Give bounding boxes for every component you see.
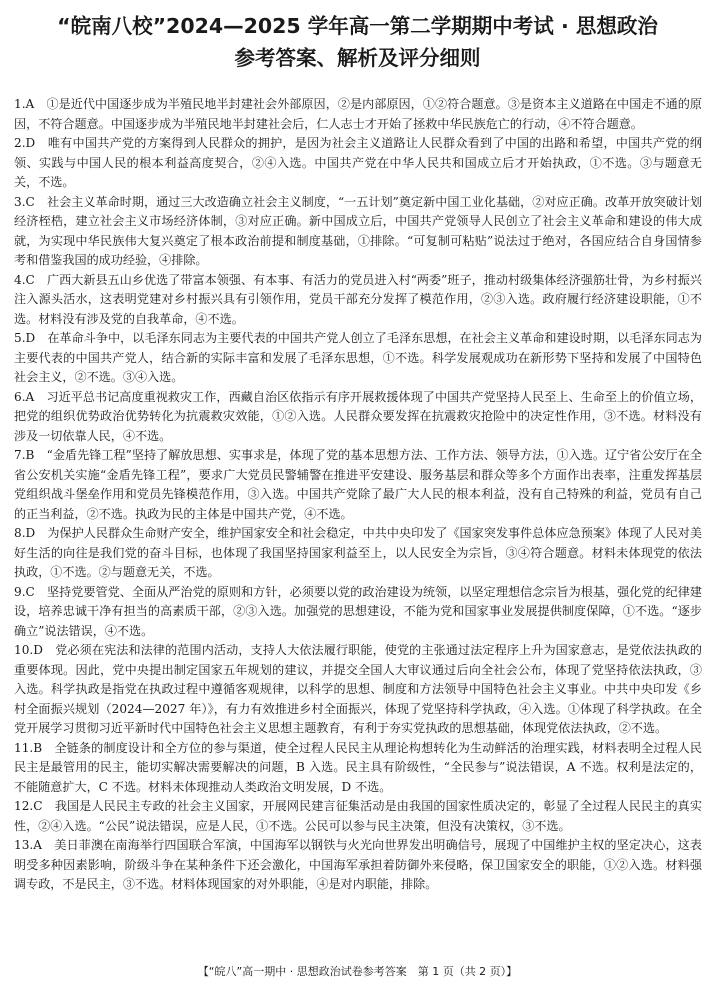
answer-item-13: 13.A 美日菲澳在南海举行四国联合军演，中国海军以钢铁与火光向世界发出明确信号，展现了中国维护主权的坚定决心，这表明受多种因素影响，阶级斗争在某种条件下还会激化，中国海军承担着防御外来侵略，保卫国家安全的职能，①②入选。材料强调专政，不是民主，③不选。材料体现国家的对外职能，④是对内职能，排除。 [14,838,702,891]
answer-item-12: 12.C 我国是人民民主专政的社会主义国家，开展网民建言征集活动是由我国的国家性质决定的，彰显了全过程人民民主的真实性，②④入选。“公民”说法错误，应是人民，①不选。公民可以参与民主决策，但没有决策权，③不选。 [14,799,702,833]
page-subtitle: 参考答案、解析及评分细则 [234,46,481,70]
page-footer: 【“皖八”高一期中 · 思想政治试卷参考答案 第 1 页（共 2 页）】 [197,965,518,978]
answer-item-7: 7.B “金盾先锋工程”坚持了解放思想、实事求是，体现了党的基本思想方法、工作方法、领导方法，①入选。辽宁省公安厅在全省公安机关实施“金盾先锋工程”，要求广大党员民警辅警在推进平安建设、服务基层和群众等多个方面作出表率，注重发挥基层党组织战斗堡垒作用和党员先锋模范作用，③入选。中国共产党除了最广大人民的根本利益，没有自己特殊的利益，党员有自己的正当利益，②不选。执政为民的主体是中国共产党，④不选。 [14,448,702,521]
answer-item-10: 10.D 党必须在宪法和法律的范围内活动，支持人大依法履行职能，使党的主张通过法定程序上升为国家意志，是党依法执政的重要体现。因此，党中央提出制定国家五年规划的建议，并提交全国人大审议通过后向全社会公布，体现了党坚持依法执政，③入选。科学执政是指党在执政过程中遵循客观规律，以科学的思想、制度和方法领导中国特色社会主义事业。中共中央印发《乡村全面振兴规划（2024—2027 年）》，有力有效推进乡村全面振兴，体现了党坚持科学执政，④入选。①体现了科学执政。在全党开展学习贯彻习近平新时代中国特色社会主义思想主题教育，有利于夯实党执政的思想基础，体现党依法执政，②不选。 [14,643,702,735]
answer-item-8: 8.D 为保护人民群众生命财产安全，维护国家安全和社会稳定，中共中央印发了《国家突发事件总体应急预案》体现了人民对美好生活的向往是我们党的奋斗目标，也体现了我国坚持国家利益至上，以人民安全为宗旨，③④符合题意。材料未体现党的依法执政，①不选。②与题意无关，不选。 [14,526,702,579]
answer-item-1: 1.A ①是近代中国逐步成为半殖民地半封建社会外部原因，②是内部原因，①②符合题意。③是资本主义道路在中国走不通的原因，不符合题意。中国逐步成为半殖民地半封建社会后，仁人志士才开始了拯救中华民族危亡的行动，④不符合题意。 [14,97,702,131]
answer-item-2: 2.D 唯有中国共产党的方案得到人民群众的拥护，是因为社会主义道路让人民群众看到了中国的出路和希望，中国共产党的纲领、实践与中国人民的根本利益高度契合，②④入选。中国共产党在中华人民共和国成立后才开始执政，①不选。③与题意无关，不选。 [14,136,702,189]
page-title: “皖南八校”2024—2025 学年高一第二学期期中考试 · 思想政治 [57,14,658,38]
answer-item-3: 3.C 社会主义革命时期，通过三大改造确立社会主义制度，“一五计划”奠定新中国工业化基础，②对应正确。改革开放突破计划经济桎梏，建立社会主义市场经济体制，③对应正确。新中国成立后，中国共产党领导人民创立了社会主义革命和建设的伟大成就，为实现中华民族伟大复兴奠定了根本政治前提和制度基础，①排除。“可复制可粘贴”说法过于绝对，各国应结合自身国情参考和借鉴我国的成功经验，④排除。 [14,194,702,267]
answer-item-5: 5.D 在革命斗争中，以毛泽东同志为主要代表的中国共产党人创立了毛泽东思想，在社会主义革命和建设时期，以毛泽东同志为主要代表的中国共产党人，结合新的实际丰富和发展了毛泽东思想，①不选。科学发展观成功在新形势下坚持和发展了中国特色社会主义，②不选。③④入选。 [14,331,702,384]
answer-item-6: 6.A 习近平总书记高度重视救灾工作，西藏自治区依指示有序开展救援体现了中国共产党坚持人民至上、生命至上的价值立场，把党的组织优势政治优势转化为抗震救灾效能，①②入选。人民群众要发挥在抗震救灾抢险中的决定性作用，③不选。材料没有涉及一切依靠人民，④不选。 [14,389,702,443]
answer-item-9: 9.C 坚持党要管党、全面从严治党的原则和方针，必须要以党的政治建设为统领，以坚定理想信念宗旨为根基，强化党的纪律建设，培养忠诚干净有担当的高素质干部，②③入选。加强党的思想建设，不能为党和国家事业发展提供制度保障，①不选。“逐步确立”说法错误，④不选。 [14,584,702,638]
answer-item-4: 4.C 广西大新县五山乡优选了带富本领强、有本事、有活力的党员进入村“两委”班子，推动村级集体经济强筋壮骨，为乡村振兴注入源头活水，这表明党建对乡村振兴具有引领作用，党员干部充分发挥了模范作用，②③入选。政府履行经济建设职能，①不选。材料没有涉及党的自我革命，④不选。 [14,272,702,326]
answer-item-11: 11.B 全链条的制度设计和全方位的参与渠道，使全过程人民民主从理论构想转化为生动鲜活的治理实践，材料表明全过程人民民主是最管用的民主，能切实解决需要解决的问题，B 入选。民主具有阶级性，“全民参与”说法错误，A 不选。权利是法定的，不能随意扩大，C 不选。材料未体现推动人类政治文明发展，D 不选。 [14,740,702,794]
answer-list [14,95,702,895]
